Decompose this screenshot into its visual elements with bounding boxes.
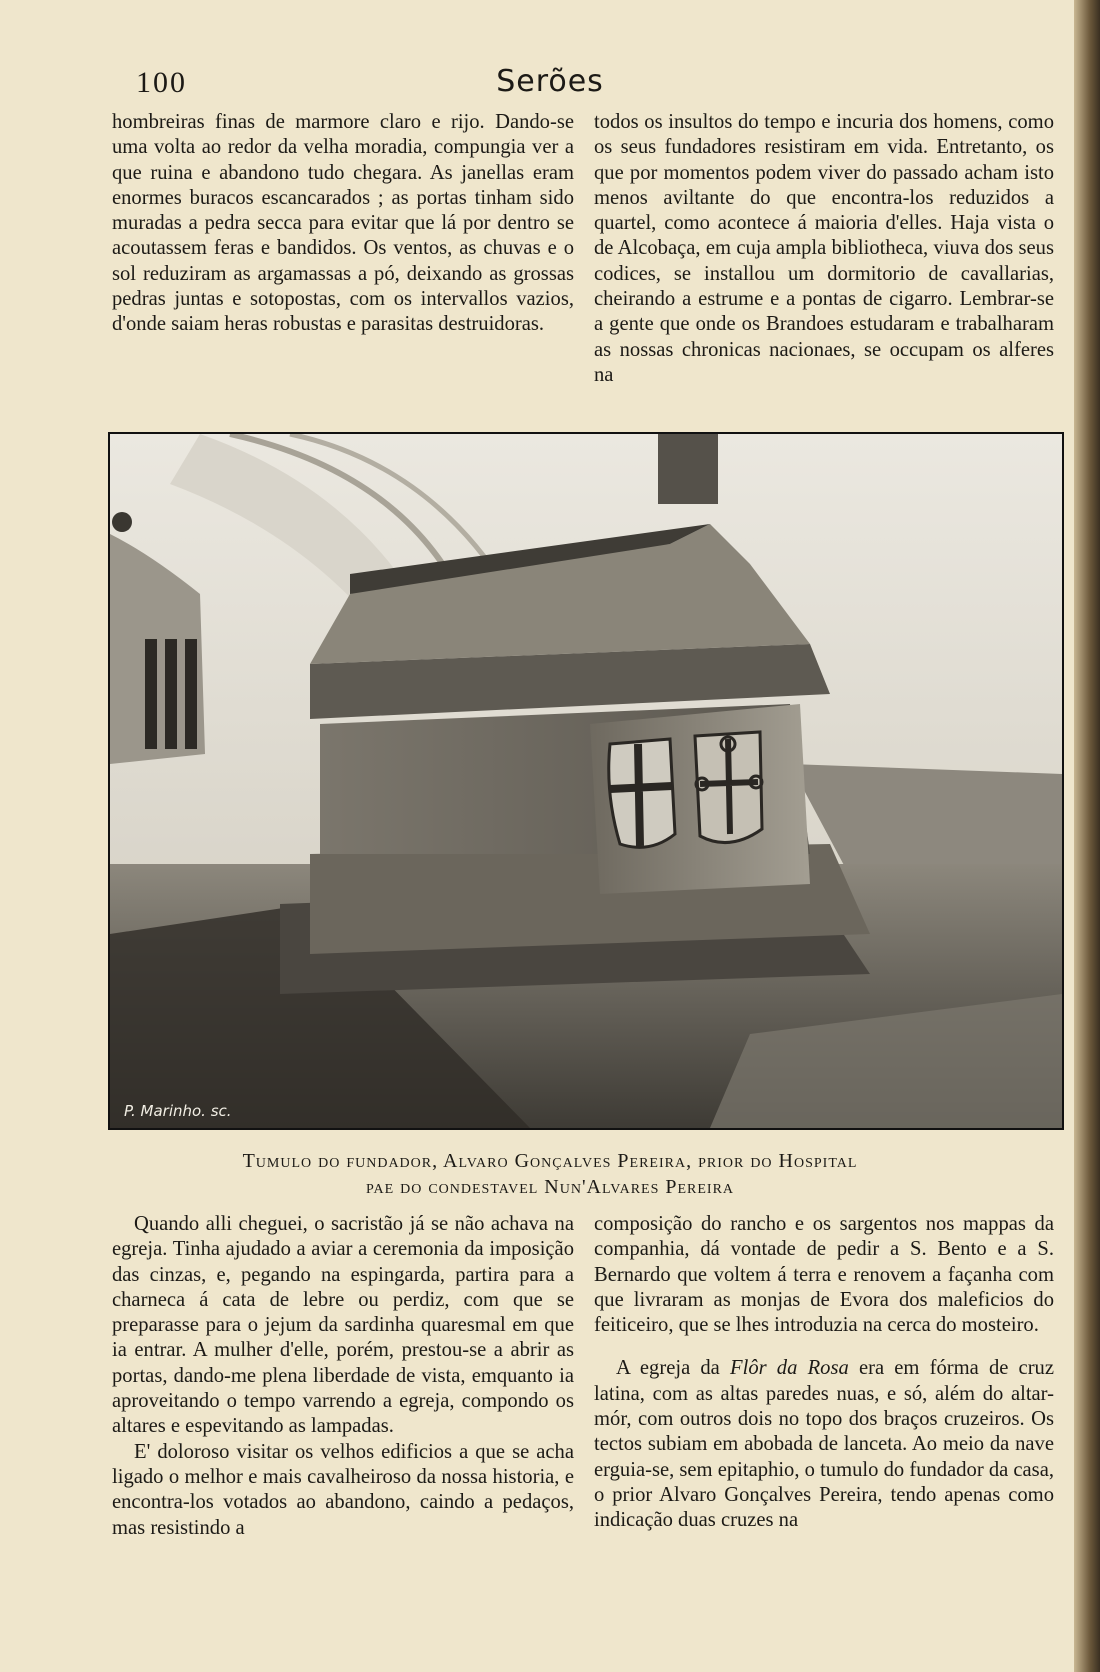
paragraph: E' doloroso visitar os velhos edificios a que se acha ligado o melhor e mais cavalheiroso da nossa historia, e encontra-los votados ao abandono, caindo a pedaços, mas resistindo a [112,1440,574,1539]
tomb-photograph [108,432,1064,1130]
tomb-illustration [110,434,1062,1128]
page-number: 100 [136,66,187,99]
paragraph: todos os insultos do tempo e incuria dos homens, como os seus fundadores resistiram em vida. Entretanto, os que por momentos podem viver do passado acham isto menos aviltante do que encontra-los reduzidos a quartel, como acontece á maioria d'elles. Haja vista o de Alcobaça, em cuja ampla bibliotheca, viuva dos seus codices, se installou um dormitorio de cavallarias, cheirando a estrume e a pontas de cigarro. Lembrar-se a gente que onde os Brandoes estudaram e trabalharam as nossas chronicas nacionaes, se occupam os alferes na [594,111,1054,386]
paragraph [594,1356,1054,1533]
paragraph-start: A egreja da [616,1357,731,1380]
caption-line: Tumulo do fundador, Alvaro Gonçalves Pereira, prior do Hospital [242,1150,858,1172]
text-column-top-left [112,110,574,338]
paragraph: composição do rancho e os sargentos nos mappas da companhia, dá vontade de pedir a S. Bento e a S. Bernardo que voltem á terra e renovem a façanha com que livraram as monjas de Evora dos maleficios do feiticeiro, que se lhes introduzia na cerca do mosteiro. [594,1213,1054,1337]
engraver-signature: P. Marinho. sc. [124,1102,232,1120]
text-column-top-right [594,110,1054,388]
text-column-bottom-left [112,1212,574,1541]
text-column-bottom-right [594,1212,1054,1534]
running-title: Serões [496,64,604,99]
paragraph-rest: era em fórma de cruz latina, com as altas paredes nuas, e só, além do altar-mór, com outros dois no topo dos braços cruzeiros. Os tectos subiam em abobada de lanceta. Ao meio da nave erguia-se, sem epitaphio, o tumulo do fundador da casa, o prior Alvaro Gonçalves Pereira, tendo apenas como indicação duas cruzes na [594,1357,1054,1532]
paragraph: Quando alli cheguei, o sacristão já se não achava na egreja. Tinha ajudado a aviar a ceremonia da imposição das cinzas, e, pegando na espingarda, partira para a charneca á cata de lebre ou perdiz, com que se preparasse para o jejum da sardinha quaresmal em que ia entrar. A mulher d'elle, porém, prestou-se a abrir as portas, dando-me plena liberdade de vista, emquanto ia aproveitando o tempo varrendo a egreja, compondo os altares e espevitando as lampadas. [112,1213,574,1438]
page-header [0,66,1100,106]
caption-line: pae do condestavel Nun'Alvares Pereira [365,1176,735,1198]
figure-caption [0,1148,1100,1200]
church-name: Flôr da Rosa [730,1357,849,1380]
page-edge-shadow [1074,0,1100,1672]
paragraph: hombreiras finas de marmore claro e rijo. Dando-se uma volta ao redor da velha moradia, compungia ver a que ruina e abandono tudo chegara. As janellas eram enormes buracos escancarados ; as portas tinham sido muradas a pedra secca para evitar que lá por dentro se acoutassem feras e bandidos. Os ventos, as chuvas e o sol reduziram as argamassas a pó, deixando as grossas pedras juntas e sotopostas, com os intervallos vazios, d'onde saiam heras robustas e parasitas destruidoras. [112,111,574,336]
